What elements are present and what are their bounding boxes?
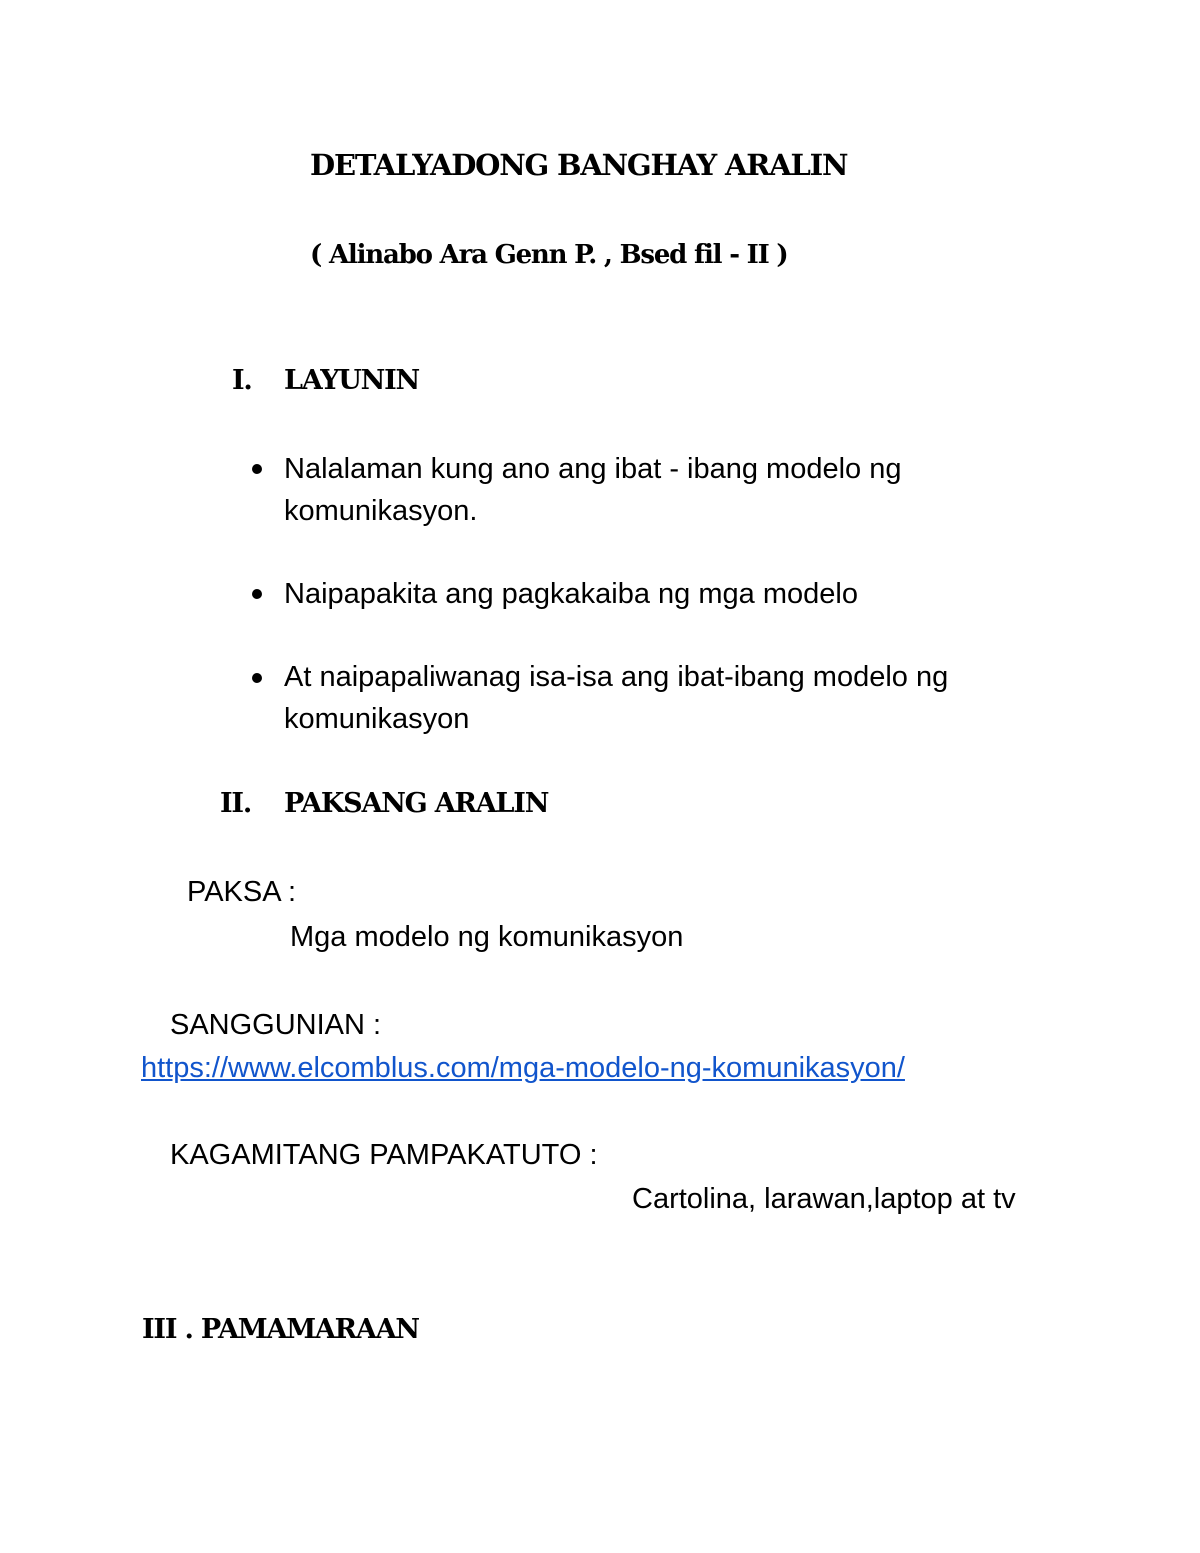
kagamitan-label: KAGAMITANG PAMPAKATUTO : <box>170 1139 598 1171</box>
kagamitan-value: Cartolina, larawan,laptop at tv <box>632 1183 1016 1215</box>
bullet-dot-icon <box>252 464 262 474</box>
sanggunian-label: SANGGUNIAN : <box>170 1009 382 1041</box>
document-title: DETALYADONG BANGHAY ARALIN <box>310 148 848 182</box>
section-title: LAYUNIN <box>284 365 419 396</box>
bullet-dot-icon <box>252 673 262 683</box>
section-title: PAKSANG ARALIN <box>284 788 549 819</box>
bullet-dot-icon <box>252 589 262 599</box>
section-heading-layunin <box>232 365 632 405</box>
paksa-value: Mga modelo ng komunikasyon <box>290 921 684 953</box>
section-number: I. <box>232 365 252 396</box>
list-item: Nalalaman kung ano ang ibat - ibang modelo ng komunikasyon. <box>284 453 902 527</box>
section-number: II. <box>220 788 252 819</box>
list-item: At naipapaliwanag isa-isa ang ibat-ibang modelo ng komunikasyon <box>284 661 949 735</box>
sanggunian-link[interactable]: https://www.elcomblus.com/mga-modelo-ng-komunikasyon/ <box>141 1052 905 1084</box>
section-heading-pamamaraan: III . PAMAMARAAN <box>142 1314 419 1345</box>
paksa-label: PAKSA : <box>187 876 297 908</box>
section-heading-paksang-aralin <box>220 788 620 828</box>
document-subtitle: ( Alinabo Ara Genn P. , Bsed fil - II ) <box>310 240 788 270</box>
list-item: Naipapakita ang pagkakaiba ng mga modelo <box>284 578 858 610</box>
